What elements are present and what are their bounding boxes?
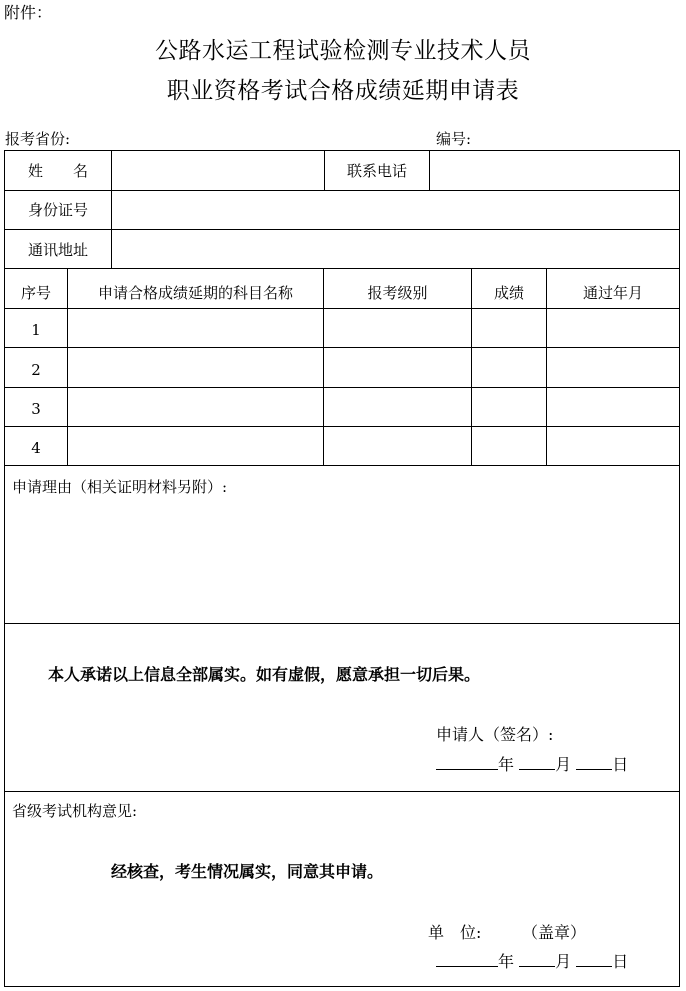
page-title-line-2: 职业资格考试合格成绩延期申请表: [166, 78, 520, 104]
approval-date: [436, 949, 628, 972]
day-blank[interactable]: [576, 950, 612, 967]
table-row: 2: [31, 361, 41, 379]
page-title-line-1: 公路水运工程试验检测专业技术人员: [155, 38, 531, 64]
year-label: 年: [498, 755, 515, 774]
applicant-sign-label: 申请人（签名）:: [436, 725, 554, 744]
seal-label: （盖章）: [522, 923, 587, 942]
month-blank[interactable]: [519, 753, 555, 770]
name-field[interactable]: [112, 151, 324, 190]
address-label: 通讯地址: [27, 241, 88, 259]
provincial-opinion-label: 省级考试机构意见:: [12, 802, 138, 820]
id-number-field[interactable]: [112, 191, 679, 229]
address-field[interactable]: [112, 230, 679, 268]
phone-field[interactable]: [430, 151, 679, 190]
day-blank[interactable]: [576, 753, 612, 770]
year-blank[interactable]: [436, 950, 498, 967]
month-label: 月: [555, 952, 572, 971]
day-label: 日: [612, 952, 629, 971]
province-label: 报考省份:: [5, 130, 71, 148]
verify-text: 经核查，考生情况属实，同意其申请。: [111, 862, 384, 881]
year-label: 年: [498, 952, 515, 971]
header-subject: 申请合格成绩延期的科目名称: [97, 284, 293, 302]
header-score: 成绩: [493, 284, 524, 302]
reason-label: 申请理由（相关证明材料另附）:: [12, 478, 228, 496]
unit-label: 单 位:: [428, 923, 482, 942]
header-level: 报考级别: [367, 284, 428, 302]
name-label: 姓 名: [27, 162, 88, 180]
reason-field[interactable]: [5, 500, 679, 622]
applicant-date: [436, 752, 628, 775]
header-pass-date: 通过年月: [582, 284, 643, 302]
number-label: 编号:: [436, 130, 472, 148]
table-row: 4: [31, 439, 41, 457]
month-label: 月: [555, 755, 572, 774]
header-seq: 序号: [20, 284, 51, 302]
attachment-label: 附件：: [4, 3, 53, 22]
id-number-label: 身份证号: [27, 201, 88, 219]
promise-text: 本人承诺以上信息全部属实。如有虚假，愿意承担一切后果。: [48, 665, 481, 684]
table-row: 1: [31, 321, 41, 339]
month-blank[interactable]: [519, 950, 555, 967]
year-blank[interactable]: [436, 753, 498, 770]
phone-label: 联系电话: [346, 162, 407, 180]
day-label: 日: [612, 755, 629, 774]
table-row: 3: [31, 400, 41, 418]
